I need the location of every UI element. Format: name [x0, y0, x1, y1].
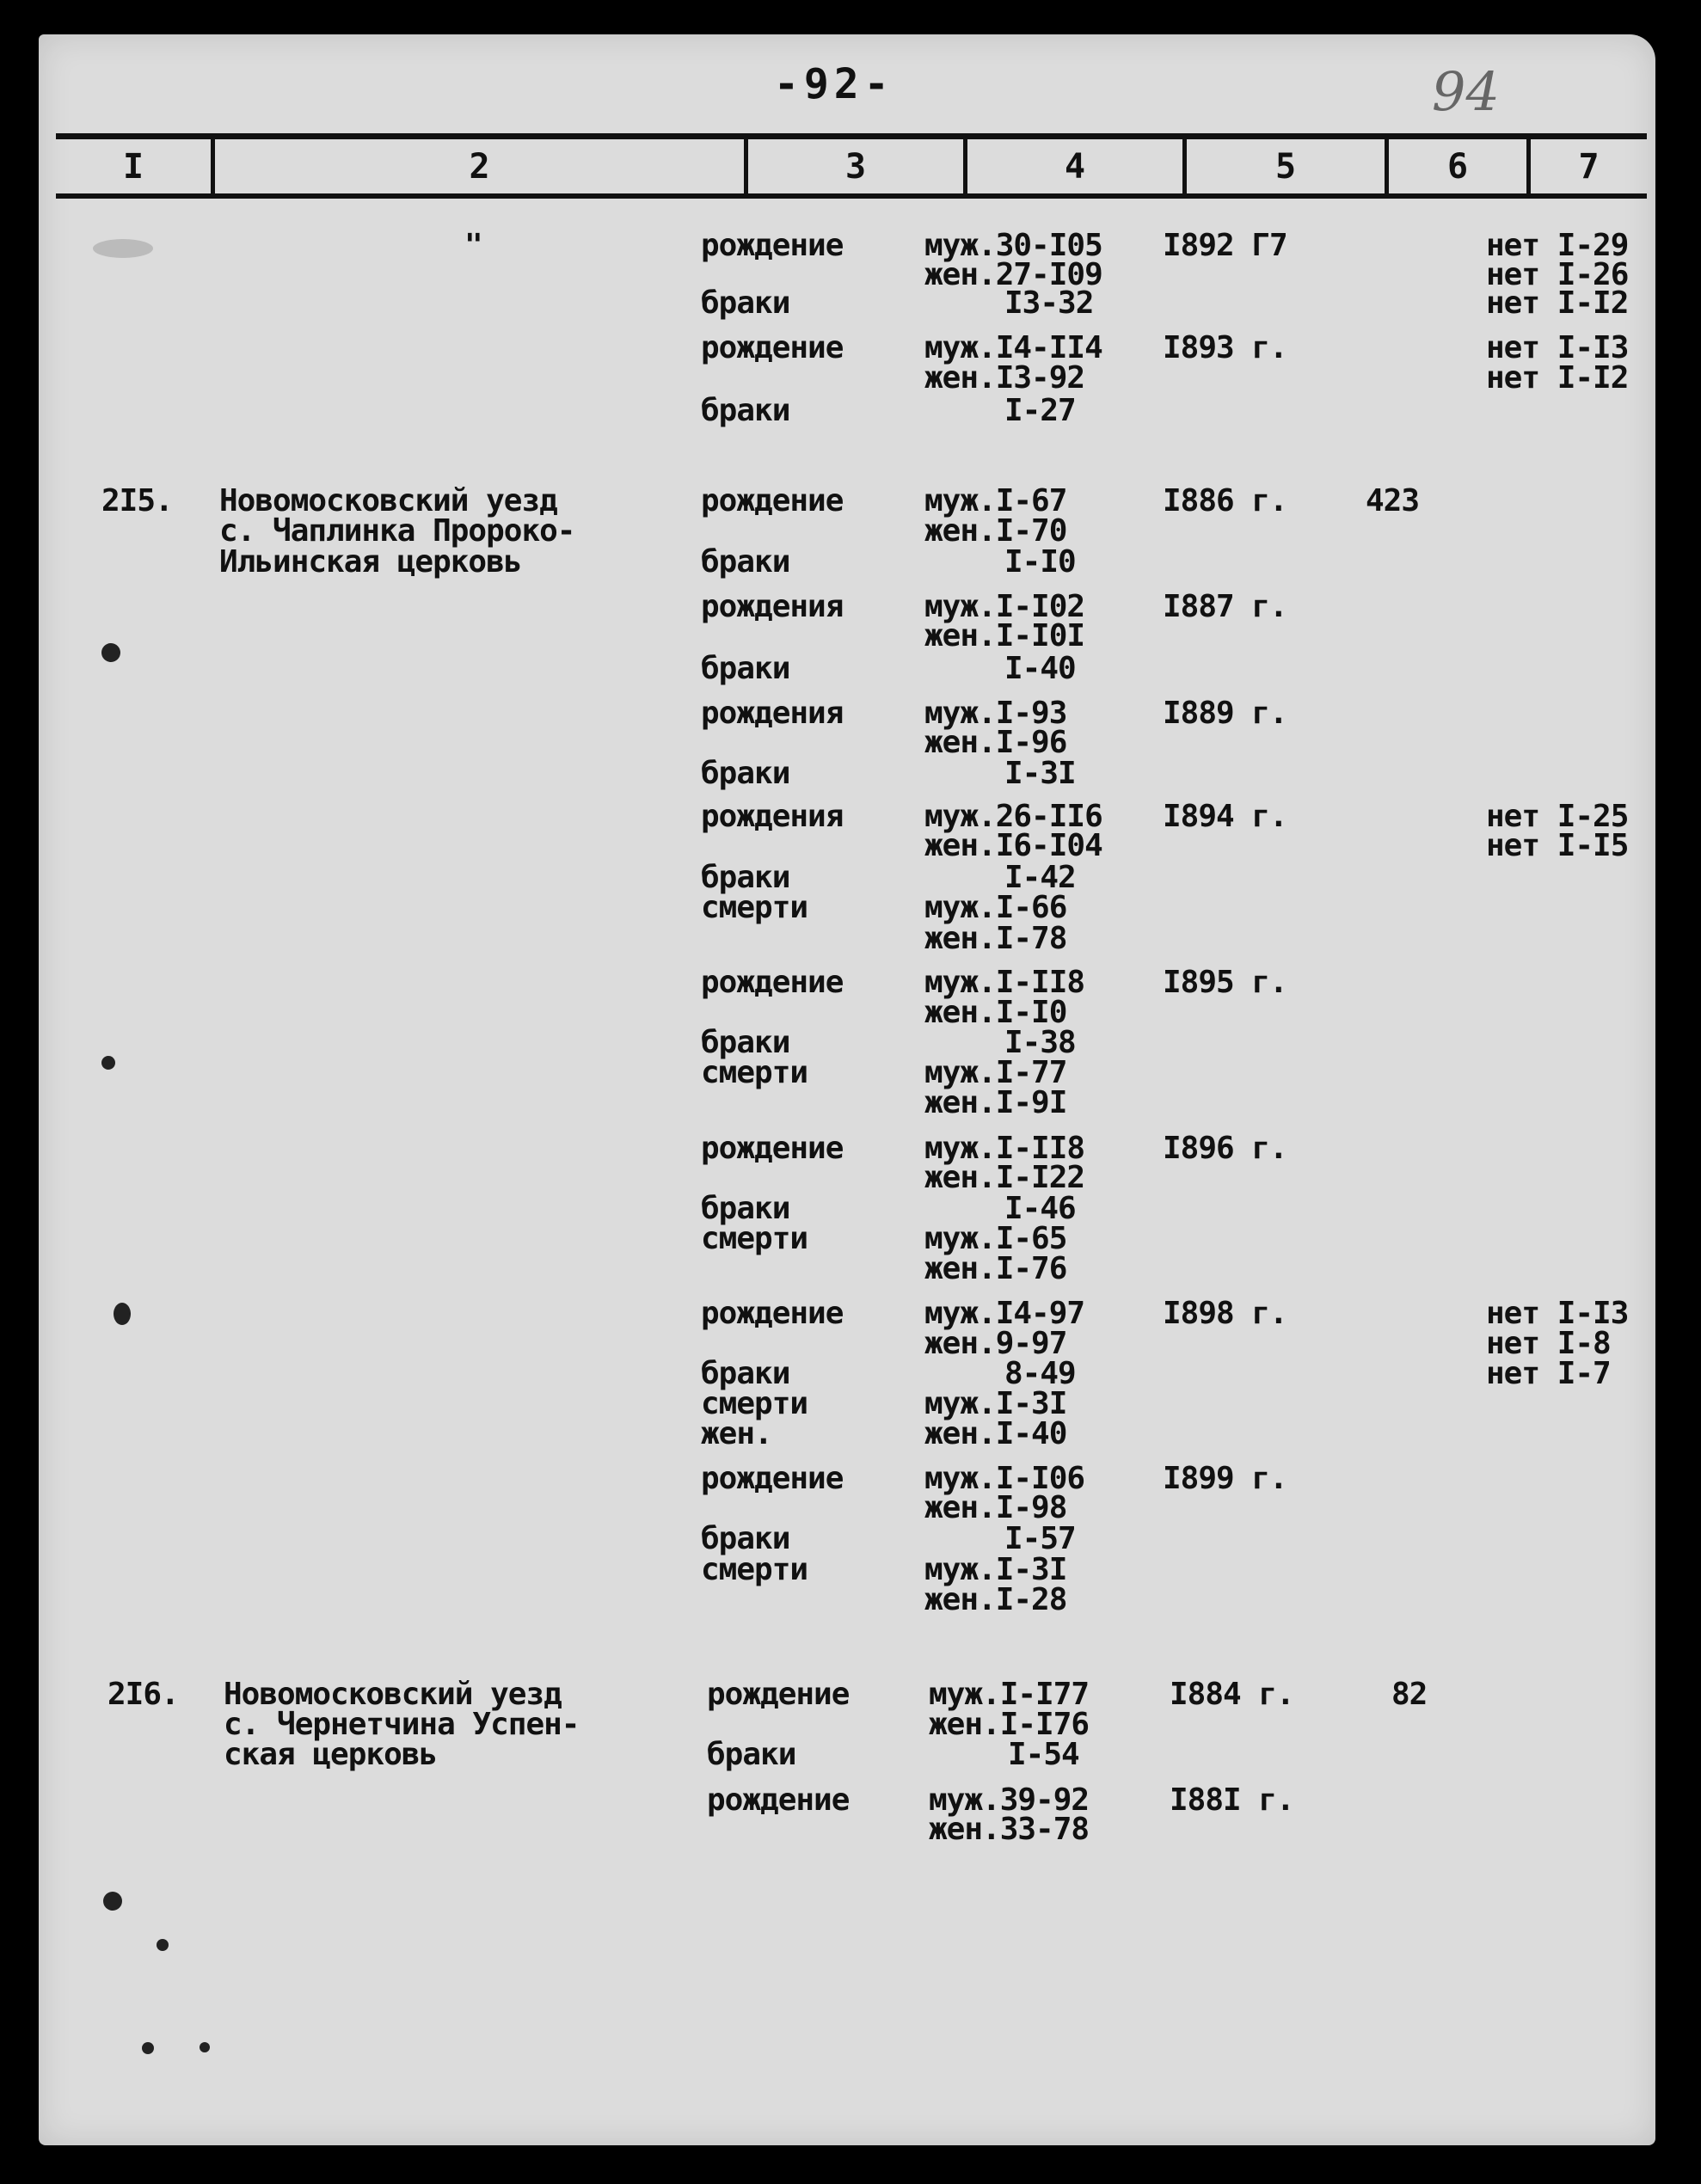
- table-cell-text: рождение: [707, 1782, 850, 1818]
- table-cell-text: жен.9-97: [924, 1326, 1067, 1361]
- header-col-1: I: [122, 146, 144, 187]
- table-cell-text: браки: [701, 1191, 790, 1226]
- table-cell-text: с. Чаплинка Пророко-: [219, 513, 575, 549]
- table-cell-text: жен.I6-I04: [924, 828, 1102, 863]
- table-cell-text: жен.I3-92: [924, 360, 1085, 396]
- table-cell-text: рождение: [701, 483, 844, 518]
- table-cell-text: нет I-7: [1486, 1356, 1611, 1391]
- table-cell-text: муж.I4-II4: [924, 330, 1102, 365]
- table-cell-text: 2I6.: [107, 1677, 179, 1712]
- table-top-rule: [56, 133, 1647, 139]
- table-cell-text: муж.I-I77: [929, 1677, 1090, 1712]
- table-cell-text: ская церковь: [224, 1737, 438, 1772]
- table-cell-text: жен.I-28: [924, 1582, 1067, 1617]
- table-cell-text: I-46: [1004, 1191, 1076, 1226]
- table-cell-text: муж.I-I06: [924, 1461, 1085, 1496]
- table-cell-text: муж.I-I02: [924, 589, 1085, 624]
- table-cell-text: I-54: [1008, 1737, 1079, 1772]
- ink-spot: [101, 1056, 115, 1070]
- table-cell-text: жен.I-I76: [929, 1707, 1090, 1742]
- table-cell-text: нет I-I3: [1486, 330, 1629, 365]
- table-cell-text: браки: [701, 393, 790, 428]
- table-cell-text: рождения: [701, 696, 844, 731]
- table-cell-text: I894 г.: [1163, 799, 1287, 834]
- table-cell-text: с. Чернетчина Успен-: [224, 1707, 580, 1742]
- table-header-rule: [56, 193, 1647, 199]
- table-cell-text: жен.: [701, 1416, 772, 1451]
- ink-spot: [114, 1303, 131, 1325]
- table-cell-text: I895 г.: [1163, 965, 1287, 1000]
- table-cell-text: муж.I-67: [924, 483, 1067, 518]
- header-col-5: 5: [1274, 146, 1297, 187]
- table-cell-text: рождение: [701, 1461, 844, 1496]
- table-cell-text: I3-32: [1004, 285, 1094, 321]
- table-cell-text: I-40: [1004, 651, 1076, 686]
- table-cell-text: I-42: [1004, 860, 1076, 895]
- table-cell-text: муж.26-II6: [924, 799, 1102, 834]
- table-cell-text: рождение: [701, 1296, 844, 1331]
- table-cell-text: жен.33-78: [929, 1812, 1090, 1847]
- ink-spot: [200, 2042, 210, 2052]
- table-cell-text: I889 г.: [1163, 696, 1287, 731]
- table-cell-text: рождение: [701, 330, 844, 365]
- document-page: [39, 34, 1655, 2145]
- header-col-2: 2: [469, 146, 490, 187]
- table-cell-text: смерти: [701, 1386, 808, 1421]
- table-cell-text: браки: [707, 1737, 796, 1772]
- header-col-3: 3: [844, 146, 867, 187]
- table-cell-text: 82: [1391, 1677, 1428, 1712]
- table-cell-text: нет I-29: [1486, 228, 1629, 263]
- header-col-4: 4: [1064, 146, 1086, 187]
- table-cell-text: 8-49: [1004, 1356, 1076, 1391]
- table-cell-text: нет I-I2: [1486, 360, 1629, 396]
- table-cell-text: жен.27-I09: [924, 257, 1102, 292]
- table-cell-text: муж.I-65: [924, 1221, 1067, 1256]
- table-cell-text: жен.I-I0: [924, 995, 1067, 1030]
- table-cell-text: муж.I-II8: [924, 965, 1085, 1000]
- table-cell-text: ": [464, 228, 482, 263]
- table-cell-text: браки: [701, 285, 790, 321]
- table-cell-text: рождение: [701, 1131, 844, 1166]
- table-cell-text: браки: [701, 1356, 790, 1391]
- table-cell-text: жен.I-I0I: [924, 618, 1085, 653]
- table-cell-text: жен.I-40: [924, 1416, 1067, 1451]
- table-cell-text: муж.I-77: [924, 1055, 1067, 1090]
- table-cell-text: рождение: [701, 965, 844, 1000]
- ink-spot: [101, 643, 120, 662]
- table-cell-text: смерти: [701, 890, 808, 925]
- table-cell-text: муж.I4-97: [924, 1296, 1085, 1331]
- table-cell-text: браки: [701, 1025, 790, 1060]
- table-cell-text: I886 г.: [1163, 483, 1287, 518]
- table-cell-text: муж.I-3I: [924, 1386, 1067, 1421]
- table-cell-text: жен.I-78: [924, 921, 1067, 956]
- stain-mark: [93, 239, 153, 258]
- table-cell-text: нет I-26: [1486, 257, 1629, 292]
- table-cell-text: I896 г.: [1163, 1131, 1287, 1166]
- table-cell-text: I-27: [1004, 393, 1076, 428]
- ink-spot: [157, 1939, 169, 1951]
- table-cell-text: жен.I-98: [924, 1490, 1067, 1525]
- table-cell-text: нет I-I5: [1486, 828, 1629, 863]
- table-cell-text: браки: [701, 756, 790, 791]
- table-cell-text: Ильинская церковь: [219, 544, 522, 580]
- page-number: -92-: [774, 60, 894, 108]
- table-cell-text: I-38: [1004, 1025, 1076, 1060]
- table-cell-text: Новомосковский уезд: [224, 1677, 562, 1712]
- table-cell-text: I898 г.: [1163, 1296, 1287, 1331]
- table-cell-text: рождения: [701, 799, 844, 834]
- table-cell-text: смерти: [701, 1552, 808, 1587]
- table-cell-text: жен.I-9I: [924, 1085, 1067, 1120]
- table-header-row: [56, 139, 1647, 193]
- table-cell-text: жен.I-76: [924, 1251, 1067, 1286]
- table-cell-text: I-3I: [1004, 756, 1076, 791]
- table-cell-text: смерти: [701, 1055, 808, 1090]
- table-cell-text: браки: [701, 651, 790, 686]
- table-cell-text: нет I-I2: [1486, 285, 1629, 321]
- table-cell-text: 423: [1366, 483, 1420, 518]
- header-col-6: 6: [1446, 146, 1469, 187]
- table-cell-text: нет I-8: [1486, 1326, 1611, 1361]
- table-cell-text: рождение: [707, 1677, 850, 1712]
- table-cell-text: браки: [701, 544, 790, 580]
- archive-number: 94: [1432, 60, 1500, 123]
- table-cell-text: I887 г.: [1163, 589, 1287, 624]
- table-cell-text: муж.I-3I: [924, 1552, 1067, 1587]
- table-cell-text: муж.I-66: [924, 890, 1067, 925]
- table-cell-text: смерти: [701, 1221, 808, 1256]
- table-cell-text: нет I-I3: [1486, 1296, 1629, 1331]
- table-cell-text: жен.I-96: [924, 725, 1067, 760]
- table-cell-text: I88I г.: [1170, 1782, 1294, 1818]
- table-cell-text: рождение: [701, 228, 844, 263]
- ink-spot: [142, 2042, 154, 2054]
- table-cell-text: I899 г.: [1163, 1461, 1287, 1496]
- table-cell-text: I893 г.: [1163, 330, 1287, 365]
- table-cell-text: I-I0: [1004, 544, 1076, 580]
- header-col-7: 7: [1578, 146, 1600, 187]
- table-cell-text: жен.I-I22: [924, 1160, 1085, 1195]
- table-cell-text: муж.30-I05: [924, 228, 1102, 263]
- table-cell-text: нет I-25: [1486, 799, 1629, 834]
- table-cell-text: I892 Г7: [1163, 228, 1287, 263]
- table-cell-text: рождения: [701, 589, 844, 624]
- table-cell-text: браки: [701, 1521, 790, 1556]
- table-cell-text: браки: [701, 860, 790, 895]
- table-cell-text: I884 г.: [1170, 1677, 1294, 1712]
- table-cell-text: муж.I-II8: [924, 1131, 1085, 1166]
- table-cell-text: Новомосковский уезд: [219, 483, 557, 518]
- table-cell-text: 2I5.: [101, 483, 173, 518]
- table-cell-text: муж.39-92: [929, 1782, 1090, 1818]
- table-cell-text: жен.I-70: [924, 513, 1067, 549]
- ink-spot: [103, 1892, 122, 1911]
- table-cell-text: I-57: [1004, 1521, 1076, 1556]
- table-cell-text: муж.I-93: [924, 696, 1067, 731]
